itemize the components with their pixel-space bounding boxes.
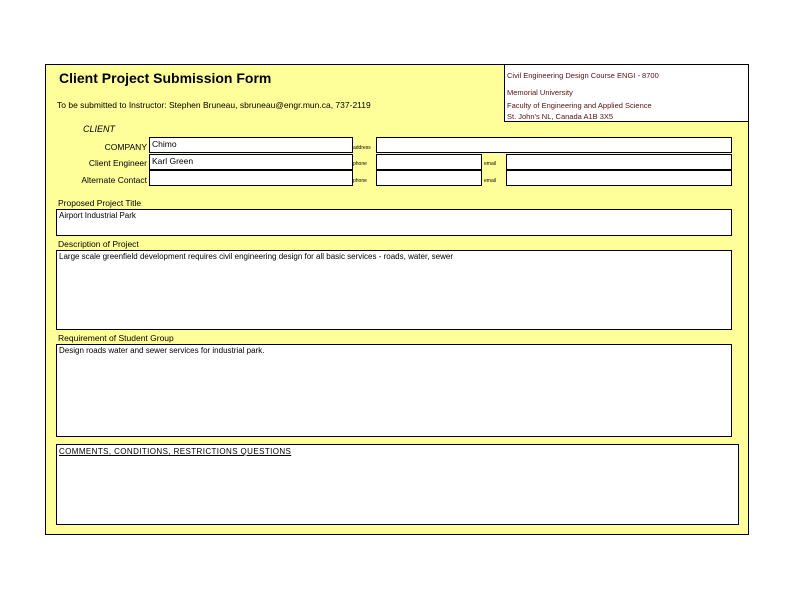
alternate-phone-field[interactable] — [376, 170, 482, 186]
university-address: St. John's NL, Canada A1B 3X5 — [507, 112, 614, 121]
project-title-field[interactable]: Airport Industrial Park — [56, 209, 732, 236]
alternate-email-label: email — [484, 178, 496, 184]
comments-label: COMMENTS, CONDITIONS, RESTRICTIONS QUESTIONS — [59, 447, 292, 456]
company-field[interactable]: Chimo — [149, 137, 353, 153]
address-label: address — [353, 145, 371, 151]
address-field[interactable] — [376, 137, 732, 153]
engineer-email-label: email — [484, 161, 496, 167]
faculty-name: Faculty of Engineering and Applied Science — [507, 101, 652, 110]
engineer-email-field[interactable] — [506, 154, 732, 170]
student-requirement-field[interactable]: Design roads water and sewer services for industrial park. — [56, 344, 732, 437]
client-engineer-label: Client Engineer — [88, 158, 147, 168]
university-name: Memorial University — [507, 88, 573, 97]
alternate-email-field[interactable] — [506, 170, 732, 186]
submission-instructions: To be submitted to Instructor: Stephen Bruneau, sbruneau@engr.mun.ca, 737-2119 — [57, 100, 371, 110]
course-name: Civil Engineering Design Course ENGI - 8700 — [507, 71, 659, 80]
alternate-contact-label: Alternate Contact — [81, 175, 147, 185]
form-title: Client Project Submission Form — [59, 70, 272, 86]
alternate-phone-label: phone — [353, 178, 367, 184]
engineer-phone-label: phone — [353, 161, 367, 167]
project-title-label: Proposed Project Title — [58, 198, 142, 208]
company-label: COMPANY — [104, 142, 147, 152]
project-description-field[interactable]: Large scale greenfield development requires civil engineering design for all basic services - roads, water, sewer — [56, 250, 732, 330]
client-heading: CLIENT — [83, 124, 116, 134]
course-info-box — [504, 64, 749, 122]
comments-box[interactable] — [56, 444, 739, 525]
client-engineer-field[interactable]: Karl Green — [149, 154, 353, 170]
alternate-contact-field[interactable] — [149, 170, 353, 186]
student-requirement-label: Requirement of Student Group — [58, 333, 174, 343]
engineer-phone-field[interactable] — [376, 154, 482, 170]
project-description-label: Description of Project — [58, 239, 139, 249]
